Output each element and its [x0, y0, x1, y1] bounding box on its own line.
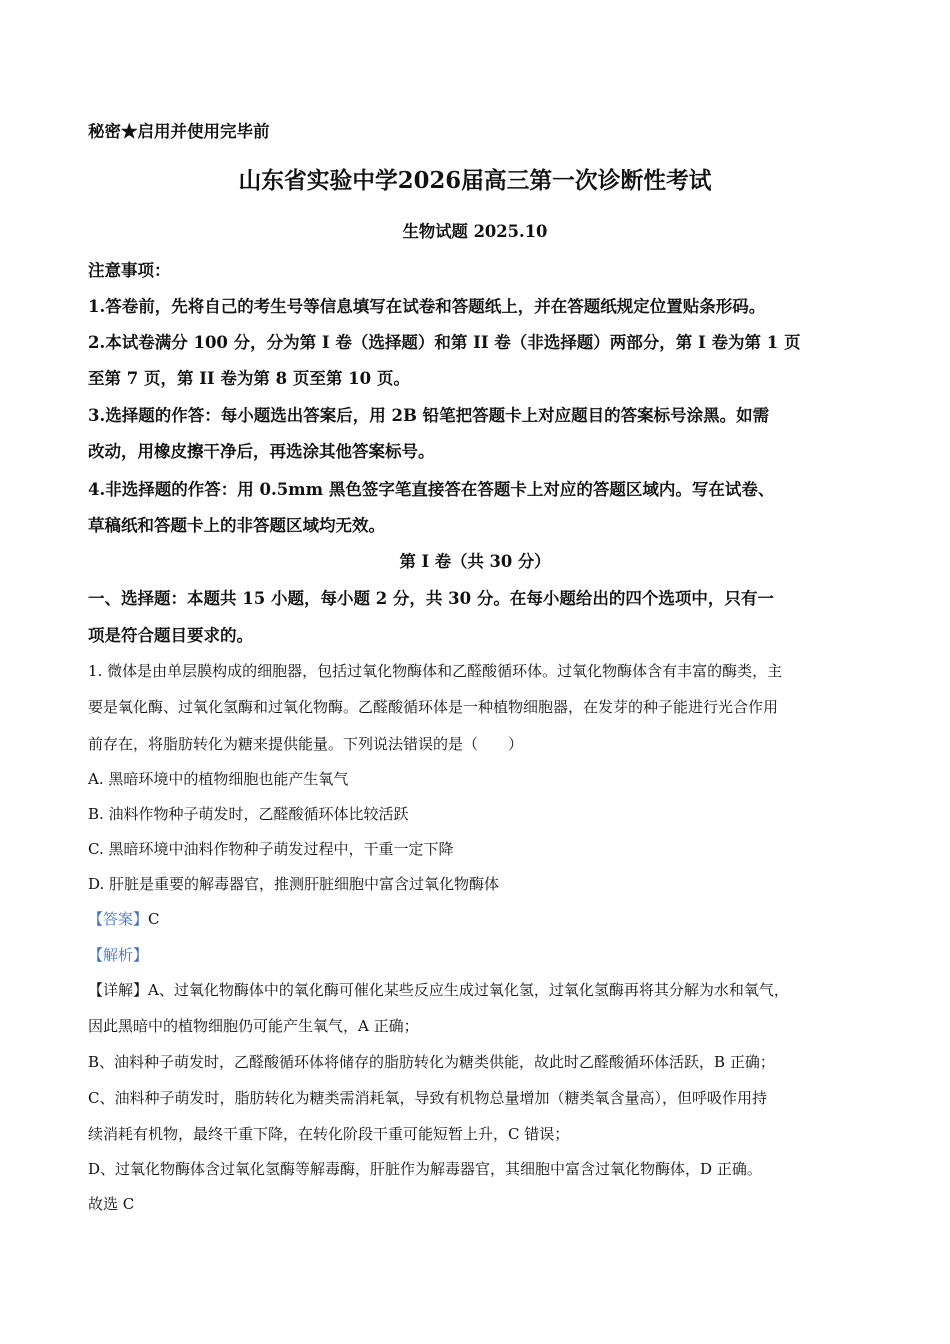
option-b: B. 油料作物种子萌发时，乙醛酸循环体比较活跃	[88, 805, 409, 823]
notice-line: 至第 7 页，第 II 卷为第 8 页至第 10 页。	[88, 369, 410, 388]
section-instruction: 项是符合题目要求的。	[88, 626, 253, 645]
secret-note: 秘密★启用并使用完毕前	[88, 122, 270, 141]
option-d: D. 肝脏是重要的解毒器官，推测肝脏细胞中富含过氧化物酶体	[88, 875, 500, 893]
conclusion-line: 故选 C	[88, 1195, 135, 1213]
answer-value: C	[148, 910, 160, 928]
notice-line: 4.非选择题的作答：用 0.5mm 黑色签字笔直接答在答题卡上对应的答题区域内。写在试卷、	[88, 480, 775, 499]
volume-title: 第 I 卷（共 30 分）	[399, 552, 551, 571]
detail-tag: 【详解】	[88, 981, 149, 999]
answer-line	[88, 908, 160, 929]
question-stem: 要是氧化酶、过氧化氢酶和过氧化物酶。乙醛酸循环体是一种植物细胞器，在发芽的种子能进行光合作用	[88, 698, 779, 716]
detail-line: B、油料种子萌发时，乙醛酸循环体将储存的脂肪转化为糖类供能，故此时乙醛酸循环体活跃，B 正确；	[88, 1053, 775, 1071]
section-instruction: 一、选择题：本题共 15 小题，每小题 2 分，共 30 分。在每小题给出的四个选项中，只有一	[88, 589, 774, 608]
notice-line: 3.选择题的作答：每小题选出答案后，用 2B 铅笔把答题卡上对应题目的答案标号涂黑。如需	[88, 406, 770, 425]
exam-subtitle: 生物试题 2025.10	[402, 222, 548, 241]
exam-title: 山东省实验中学2026届高三第一次诊断性考试	[238, 167, 712, 194]
detail-line: 续消耗有机物，最终干重下降，在转化阶段干重可能短暂上升，C 错误；	[88, 1125, 570, 1143]
option-a: A. 黑暗环境中的植物细胞也能产生氧气	[88, 770, 349, 788]
notice-line: 2.本试卷满分 100 分，分为第 I 卷（选择题）和第 II 卷（非选择题）两部分，第 I 卷为第 1 页	[88, 333, 801, 352]
answer-tag: 【答案】	[88, 910, 149, 928]
question-stem: 1. 微体是由单层膜构成的细胞器，包括过氧化物酶体和乙醛酸循环体。过氧化物酶体含有丰富的酶类，主	[88, 662, 783, 680]
detail-line: 因此黑暗中的植物细胞仍可能产生氧气，A 正确；	[88, 1017, 419, 1035]
notice-line: 1.答卷前，先将自己的考生号等信息填写在试卷和答题纸上，并在答题纸规定位置贴条形码。	[88, 297, 766, 316]
detail-text: A、过氧化物酶体中的氧化酶可催化某些反应生成过氧化氢，过氧化氢酶再将其分解为水和氧气，	[148, 981, 789, 999]
notice-line: 改动，用橡皮擦干净后，再选涂其他答案标号。	[88, 442, 435, 461]
analysis-tag: 【解析】	[88, 946, 149, 964]
detail-line	[88, 979, 789, 1000]
notice-heading: 注意事项：	[88, 261, 171, 280]
notice-line: 草稿纸和答题卡上的非答题区域均无效。	[88, 516, 385, 535]
detail-line: C、油料种子萌发时，脂肪转化为糖类需消耗氧，导致有机物总量增加（糖类氧含量高），但呼吸作用持	[88, 1089, 767, 1107]
option-c: C. 黑暗环境中油料作物种子萌发过程中，干重一定下降	[88, 840, 454, 858]
question-stem: 前存在，将脂肪转化为糖来提供能量。下列说法错误的是（ ）	[88, 735, 524, 753]
detail-line: D、过氧化物酶体含过氧化氢酶等解毒酶，肝脏作为解毒器官，其细胞中富含过氧化物酶体，D 正确。	[88, 1160, 762, 1178]
